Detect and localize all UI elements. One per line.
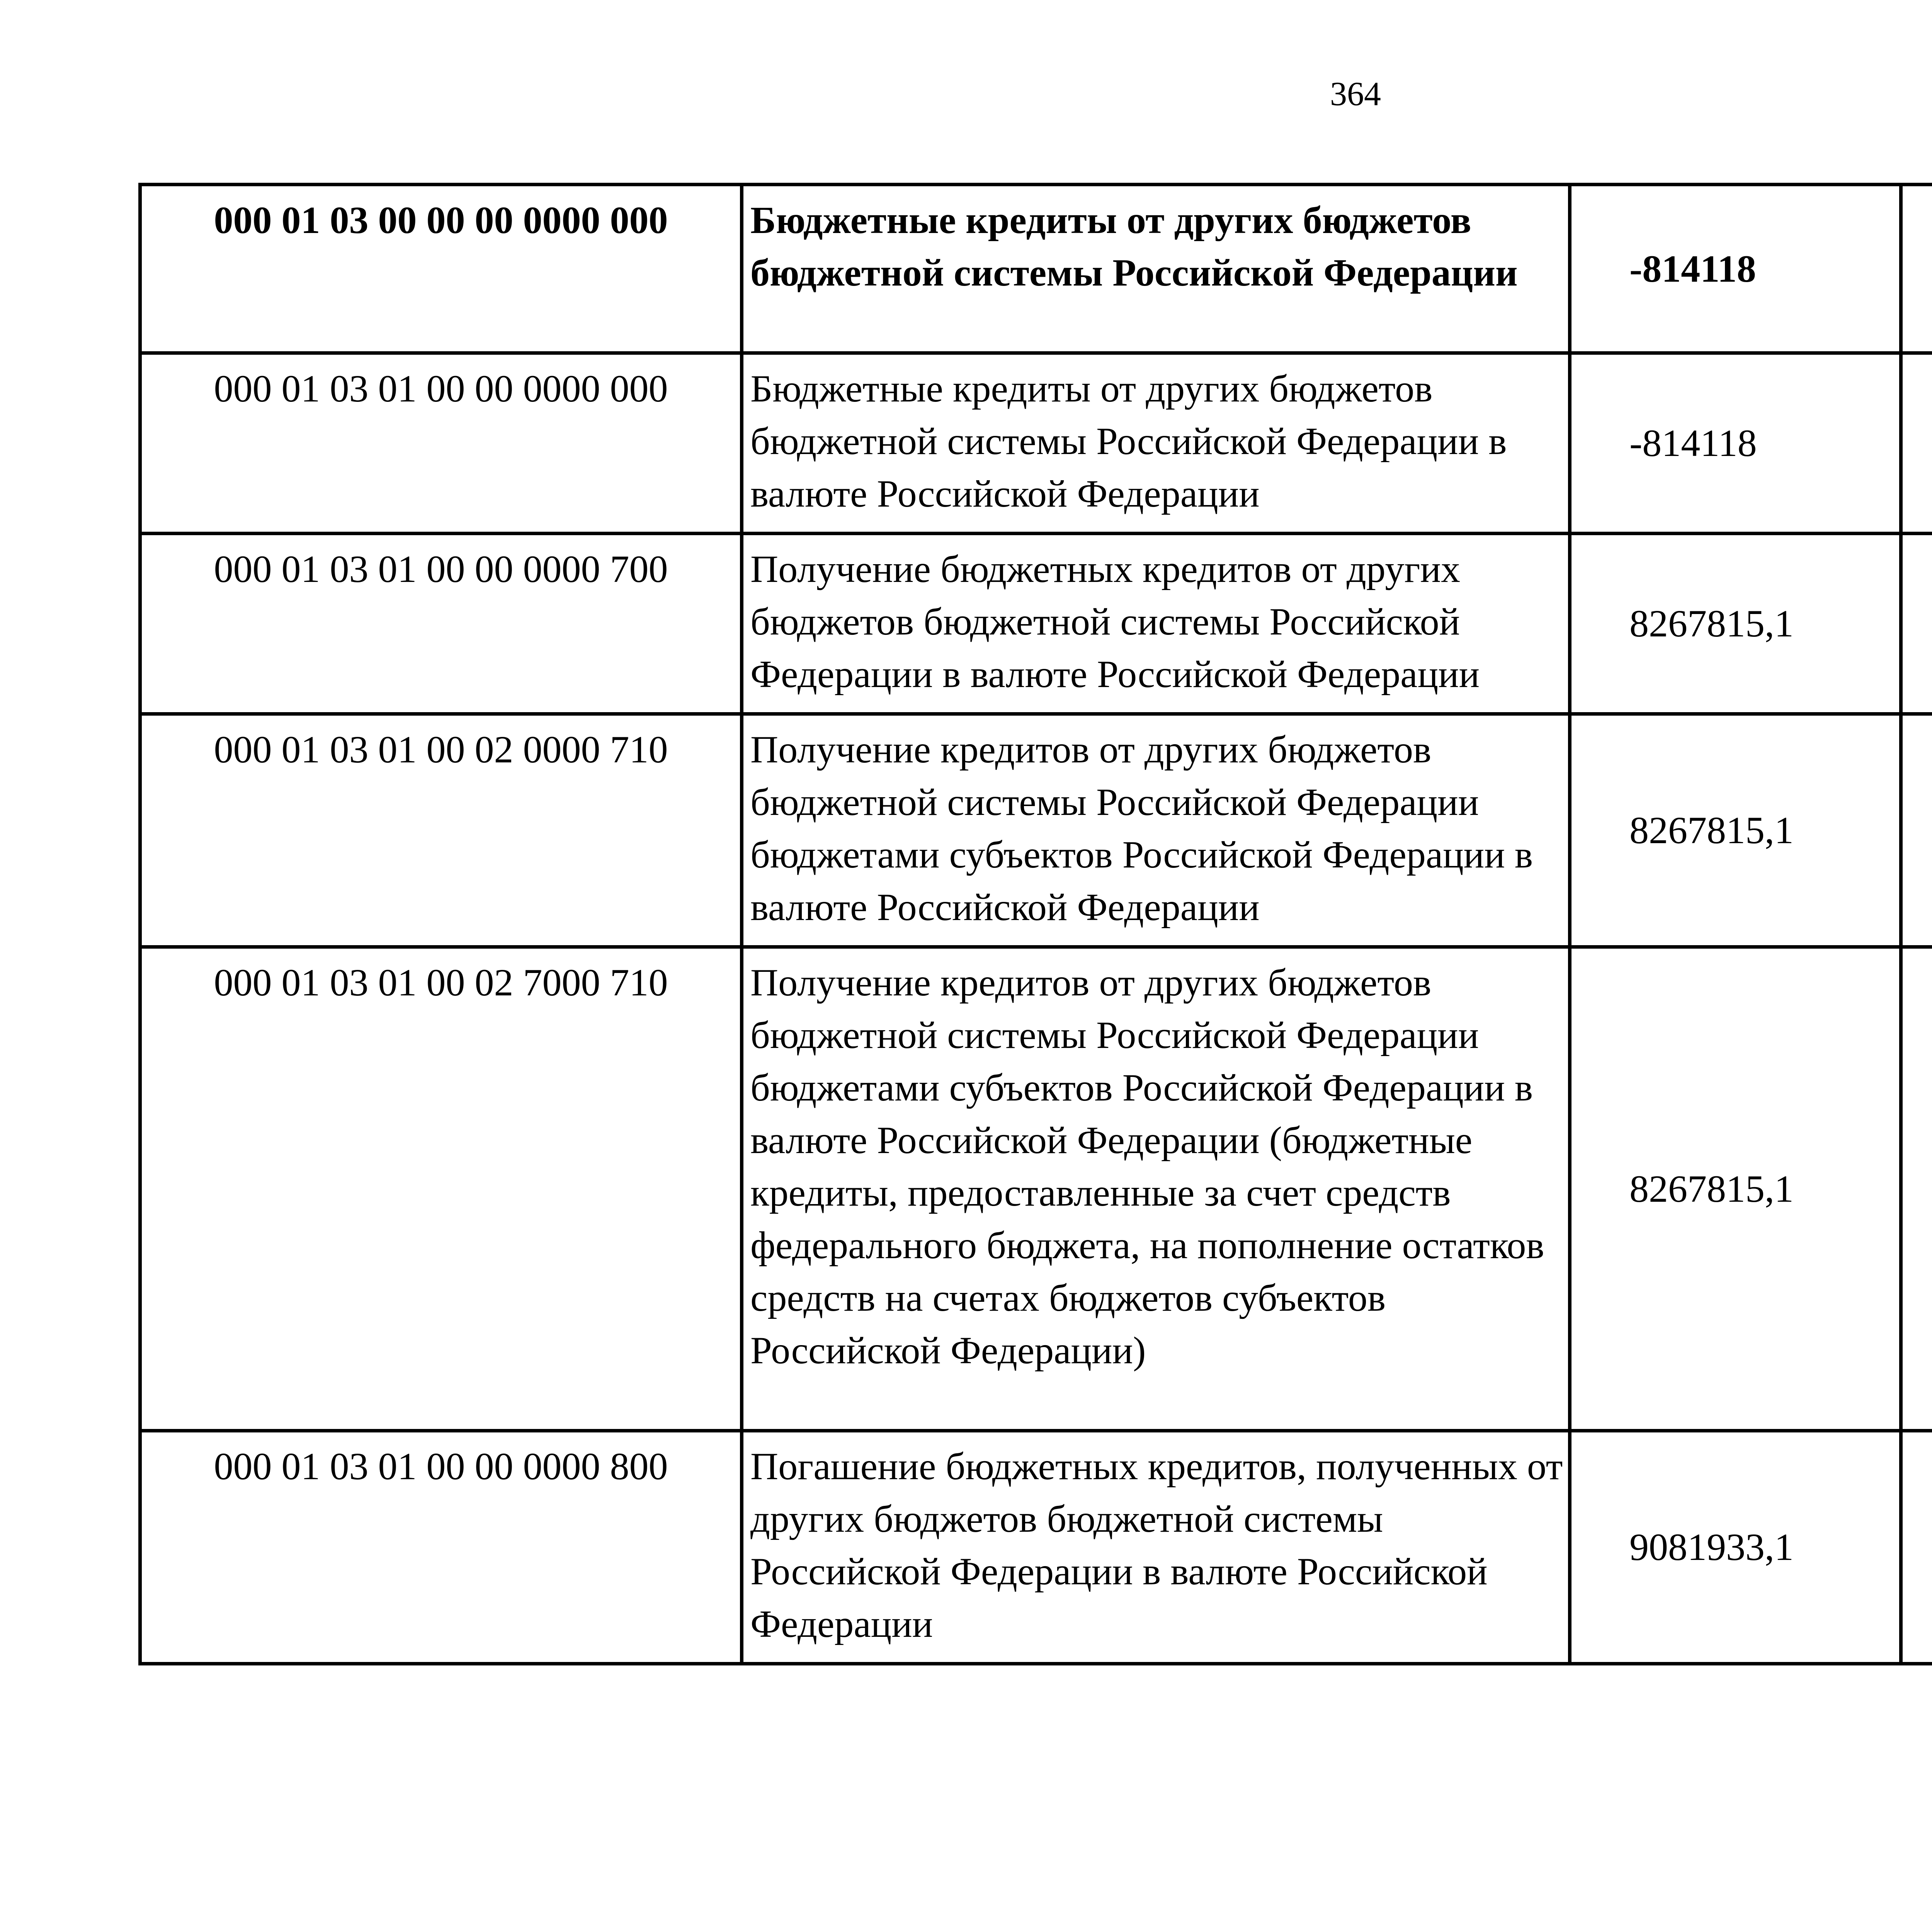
value-year-2 bbox=[1901, 714, 1932, 947]
table-row bbox=[140, 534, 1932, 714]
budget-code: 000 01 03 01 00 02 7000 710 bbox=[140, 947, 742, 1431]
value-year-2 bbox=[1901, 185, 1932, 353]
table-row bbox=[140, 947, 1932, 1431]
page-number: 364 bbox=[1330, 75, 1381, 113]
row-description: Бюджетные кредиты от других бюджетов бюджетной системы Российской Федерации в валюте Российской Федерации bbox=[742, 353, 1570, 534]
table-row bbox=[140, 714, 1932, 947]
budget-code: 000 01 03 00 00 00 0000 000 bbox=[140, 185, 742, 353]
value-year-1: -814118 bbox=[1570, 185, 1901, 353]
budget-code: 000 01 03 01 00 02 0000 710 bbox=[140, 714, 742, 947]
row-description: Погашение бюджетных кредитов, полученных от других бюджетов бюджетной системы Российской Федерации в валюте Российской Федерации bbox=[742, 1431, 1570, 1664]
value-year-1: -814118 bbox=[1570, 353, 1901, 534]
value-year-1: 8267815,1 bbox=[1570, 714, 1901, 947]
budget-code: 000 01 03 01 00 00 0000 000 bbox=[140, 353, 742, 534]
table-row bbox=[140, 353, 1932, 534]
budget-table bbox=[138, 183, 1932, 1665]
table-row bbox=[140, 185, 1932, 353]
value-year-2 bbox=[1901, 947, 1932, 1431]
table-row bbox=[140, 1431, 1932, 1664]
value-year-2 bbox=[1901, 534, 1932, 714]
value-year-1: 8267815,1 bbox=[1570, 947, 1901, 1431]
row-description: Получение кредитов от других бюджетов бюджетной системы Российской Федерации бюджетами субъектов Российской Федерации в валюте Российской Федерации (бюджетные кредиты, предоставленные за счет средств федерального бюджета, на пополнение остатков средств на счетах бюджетов субъектов Российской Федерации) bbox=[742, 947, 1570, 1431]
row-description: Получение кредитов от других бюджетов бюджетной системы Российской Федерации бюджетами субъектов Российской Федерации в валюте Российской Федерации bbox=[742, 714, 1570, 947]
value-year-1: 8267815,1 bbox=[1570, 534, 1901, 714]
budget-code: 000 01 03 01 00 00 0000 800 bbox=[140, 1431, 742, 1664]
budget-code: 000 01 03 01 00 00 0000 700 bbox=[140, 534, 742, 714]
value-year-2 bbox=[1901, 1431, 1932, 1664]
row-description: Бюджетные кредиты от других бюджетов бюджетной системы Российской Федерации bbox=[742, 185, 1570, 353]
value-year-2 bbox=[1901, 353, 1932, 534]
row-description: Получение бюджетных кредитов от других бюджетов бюджетной системы Российской Федерации в валюте Российской Федерации bbox=[742, 534, 1570, 714]
value-year-1: 9081933,1 bbox=[1570, 1431, 1901, 1664]
